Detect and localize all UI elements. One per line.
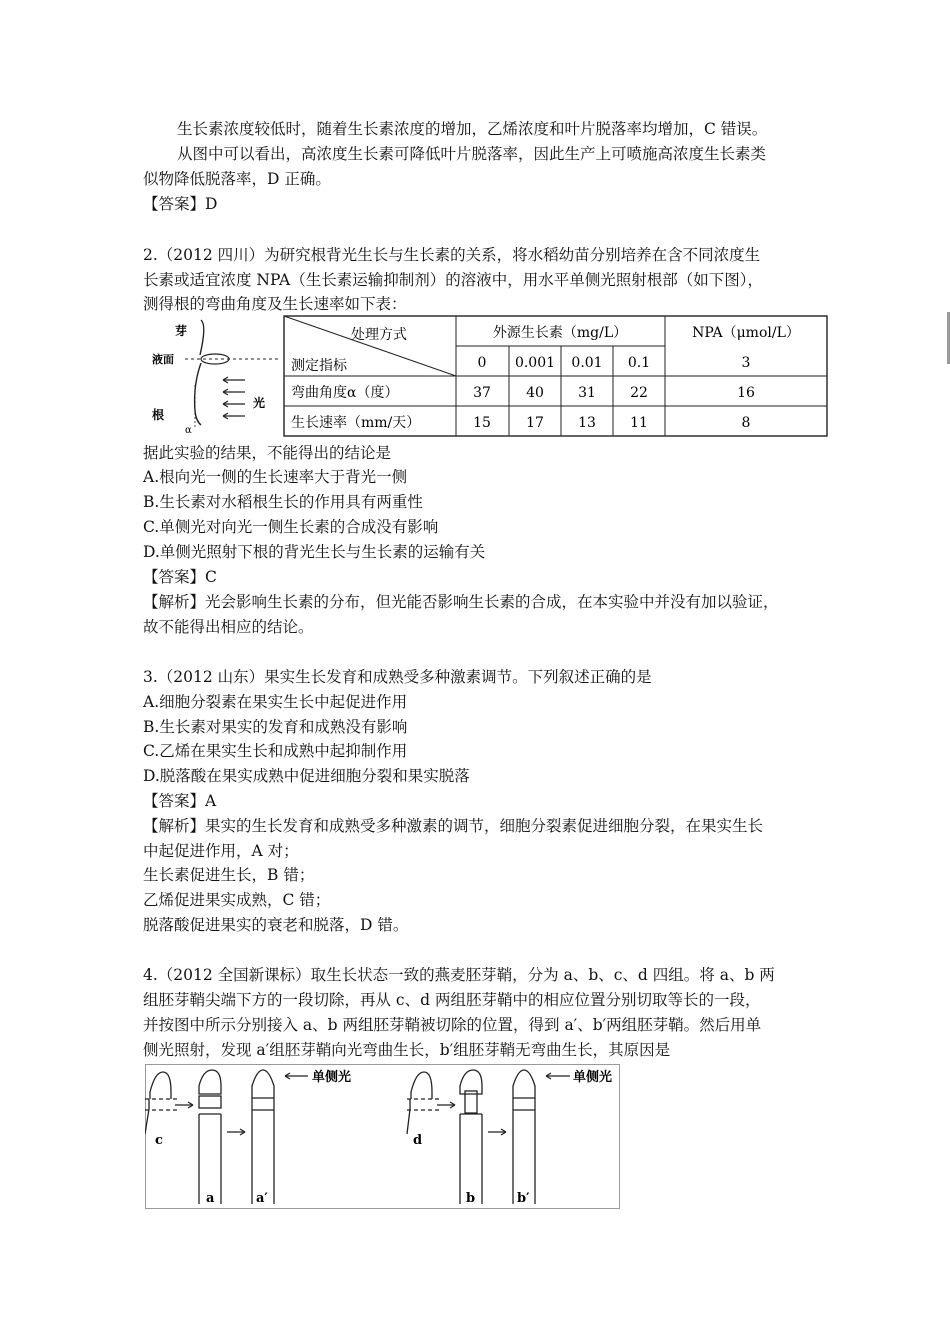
q2-answer: 【答案】C <box>143 568 217 586</box>
label-a: a <box>206 1191 215 1206</box>
cell-angle-0: 37 <box>473 385 491 401</box>
prev-analysis-line-3: 似物降低脱落率，D 正确。 <box>143 170 331 188</box>
row-angle-label: 弯曲角度α（度） <box>291 385 399 401</box>
q2-analysis-line-2: 故不能得出相应的结论。 <box>143 618 314 636</box>
q3-stem: 3.（2012 山东）果实生长发育和成熟受多种激素调节。下列叙述正确的是 <box>143 668 652 686</box>
q3-analysis-line-3: 生长素促进生长，B 错； <box>143 866 315 884</box>
bud-label: 芽 <box>175 324 188 338</box>
q3-option-a: A.细胞分裂素在果实生长中起促进作用 <box>143 693 408 711</box>
label-a-prime: a′ <box>256 1191 268 1206</box>
light-label-right: 单侧光 <box>573 1070 613 1085</box>
q3-option-b: B.生长素对果实的发育和成熟没有影响 <box>143 718 408 736</box>
prev-answer: 【答案】D <box>143 195 218 213</box>
prev-analysis-line-1: 生长素浓度较低时，随着生长素浓度的增加，乙烯浓度和叶片脱落率均增加，C 错误。 <box>177 120 768 138</box>
cell-angle-3: 22 <box>630 385 648 401</box>
prev-analysis-line-2: 从图中可以看出，高浓度生长素可降低叶片脱落率，因此生产上可喷施高浓度生长素类 <box>177 145 767 163</box>
conc-1: 0.001 <box>514 355 556 371</box>
q3-analysis-line-5: 脱落酸促进果实的衰老和脱落，D 错。 <box>143 916 409 934</box>
shoot-stem <box>200 320 204 355</box>
cell-angle-2: 31 <box>578 385 596 401</box>
cell-angle-1: 40 <box>526 385 544 401</box>
q2-root-diagram <box>145 315 280 437</box>
header-auxin: 外源生长素（mg/L） <box>492 325 628 341</box>
light-label: 光 <box>253 396 266 410</box>
q2-data-table <box>283 315 828 437</box>
alpha-label: α <box>185 425 192 436</box>
q2-stem-line-3: 测得根的弯曲角度及生长速率如下表： <box>143 295 407 313</box>
q2-option-c: C.单侧光对向光一侧生长素的合成没有影响 <box>143 518 439 536</box>
row-rate-label: 生长速率（mm/天） <box>291 415 421 431</box>
q2-question: 据此实验的结果，不能得出的结论是 <box>143 444 392 462</box>
conc-2: 0.01 <box>571 355 603 371</box>
cell-rate-3: 11 <box>630 415 648 431</box>
q2-stem-line-1: 2.（2012 四川）为研究根背光生长与生长素的关系，将水稻幼苗分别培养在含不同浓度生 <box>143 246 761 264</box>
label-c: c <box>155 1133 163 1148</box>
q4-stem-line-4: 侧光照射，发现 a′组胚芽鞘向光弯曲生长，b′组胚芽鞘无弯曲生长，其原因是 <box>143 1041 671 1059</box>
conc-npa: 3 <box>741 355 751 371</box>
q2-option-a: A.根向光一侧的生长速率大于背光一侧 <box>143 468 408 486</box>
q3-option-d: D.脱落酸在果实成熟中促进细胞分裂和果实脱落 <box>143 767 470 785</box>
root-label: 根 <box>152 408 165 422</box>
cell-rate-0: 15 <box>473 415 491 431</box>
surface-label: 液面 <box>152 353 174 366</box>
cell-rate-1: 17 <box>526 415 544 431</box>
q3-answer: 【答案】A <box>143 792 217 810</box>
label-b: b <box>466 1191 476 1206</box>
q3-analysis-line-4: 乙烯促进果实成熟，C 错； <box>143 891 331 909</box>
q2-option-b: B.生长素对水稻根生长的作用具有两重性 <box>143 493 423 511</box>
label-d: d <box>413 1133 423 1148</box>
conc-0: 0 <box>477 355 487 371</box>
cell-angle-npa: 16 <box>737 385 755 401</box>
header-measure: 测定指标 <box>291 358 347 374</box>
q2-stem-line-2: 长素或适宜浓度 NPA（生长素运输抑制剂）的溶液中，用水平单侧光照射根部（如下图）， <box>143 271 763 289</box>
cell-rate-2: 13 <box>578 415 596 431</box>
conc-3: 0.1 <box>627 355 651 371</box>
q4-stem-line-2: 组胚芽鞘尖端下方的一段切除，再从 c、d 两组胚芽鞘中的相应位置分别切取等长的一段， <box>143 991 761 1009</box>
q2-option-d: D.单侧光照射下根的背光生长与生长素的运输有关 <box>143 543 486 561</box>
q3-option-c: C.乙烯在果实生长和成熟中起抑制作用 <box>143 742 408 760</box>
q4-stem-line-1: 4.（2012 全国新课标）取生长状态一致的燕麦胚芽鞘，分为 a、b、c、d 四组。将 a、b 两 <box>143 966 775 984</box>
header-treatment: 处理方式 <box>351 327 407 343</box>
root-curve <box>195 363 201 425</box>
group-d-b <box>407 1070 570 1204</box>
label-b-prime: b′ <box>517 1191 530 1206</box>
q3-analysis-line-2: 中起促进作用，A 对； <box>143 842 299 860</box>
light-arrows <box>223 377 245 419</box>
q4-coleoptile-diagram <box>145 1064 620 1209</box>
q4-stem-line-3: 并按图中所示分别接入 a、b 两组胚芽鞘被切除的位置，得到 a′、b′两组胚芽鞘。然后用单 <box>143 1016 762 1034</box>
light-label-left: 单侧光 <box>312 1070 352 1085</box>
q3-analysis-line-1: 【解析】果实的生长发育和成熟受多种激素的调节，细胞分裂素促进细胞分裂，在果实生长 <box>143 817 764 835</box>
group-c-a <box>145 1070 308 1204</box>
cell-rate-npa: 8 <box>741 415 751 431</box>
q2-analysis-line-1: 【解析】光会影响生长素的分布，但光能否影响生长素的合成，在本实验中并没有加以验证， <box>143 593 779 611</box>
header-npa: NPA（μmol/L） <box>692 325 800 341</box>
